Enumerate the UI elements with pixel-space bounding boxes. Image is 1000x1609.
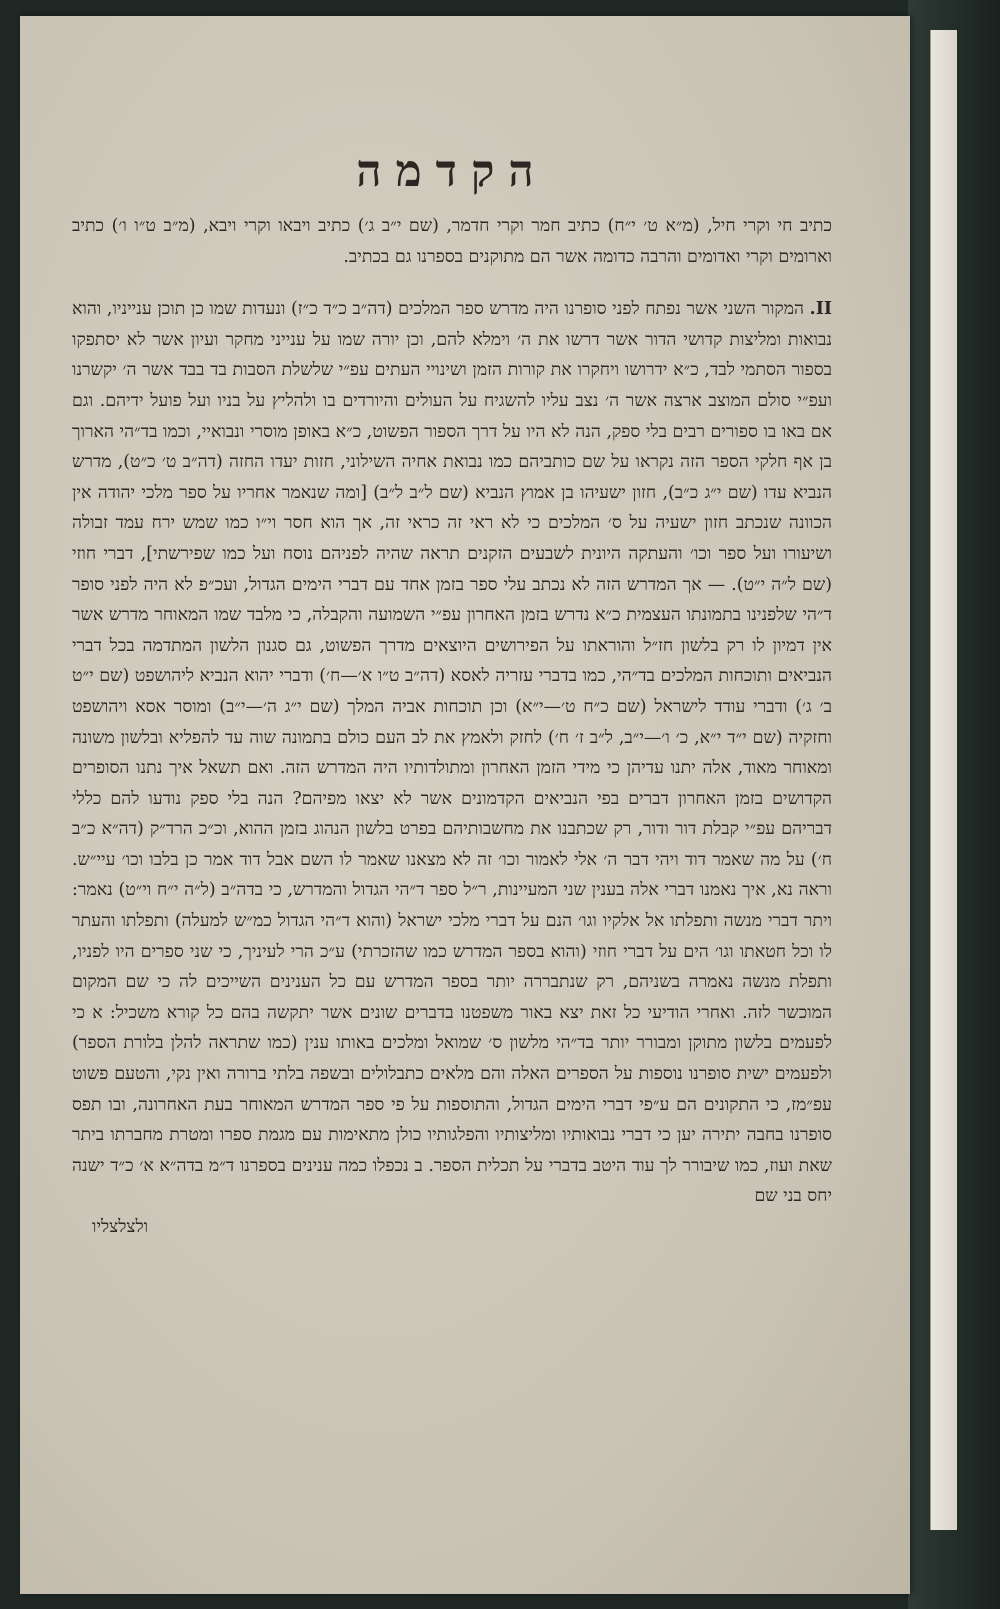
catchword: ולצלצליו	[92, 1217, 149, 1237]
section-text: המקור השני אשר נפתח לפני סופרנו היה מדרש ספר המלכים (דה״ב כ״ד כ״ז) ונעדות שמו כן תוכן ענייניו, והוא נבואות ומליצות קדושי הדור אשר דרשו את ה׳ וימלא להם, וכן יורה שמו על ענייני מחקר ועיון אשר לא יסתפקו בספור הסתמי לבד, כ״א ידרושו ויחקרו את קורות הזמן ושינויי העתים עפ״י שלשלת הסבות בד בבד אשר ה׳ יקשרנו ועפ״י סולם המוצב ארצה אשר ה׳ נצב עליו להשגיח על העולים והיורדים בו ולהליץ על בניו ועל פועל ידיהם. וגם אם באו בו ספורים רבים בלי ספק, הנה לא היו על דרך הספור הפשוט, כ״א באופן מוסרי ונבואיי, וכמו בד״הי הארוך בן אף חלקי הספר הזה נקראו על שם כותביהם כמו נבואת אחיה השילוני, חזות יעדו החזה (דה״ב ט׳ כ״ט), מדרש הנביא עדו (שם י״ג כ״ב), חזון ישעיהו בן אמוץ הנביא (שם ל״ב ל״ב) [ומה שנאמר אחריו על ספר מלכי יהודה אין הכוונה שנכתב חזון ישעיה על ס׳ המלכים כי לא ראי זה כראי זה, אך הוא חסר וי״ו כמו שמש ירח עמד זבולה ושיעורו ועל ספר וכו׳ והעתקה היונית לשבעים הזקנים תראה שהיה לפניהם נוסח ועל כמו שפירשתי], דברי חוזי (שם ל״ה י״ט). — אך המדרש הזה לא נכתב עלי ספר בזמן אחד עם דברי הימים הגדול, ועכ״פ לא היה לפני סופר ד״הי שלפנינו בתמונתו העצמית כ״א נדרש בזמן האחרון עפ״י השמועה והקבלה, כי מלבד שמו המאוחר מדרש אשר אין דמיון לו רק בלשון חז״ל והוראתו על הפירושים היוצאים מדרך הפשוט, גם סגנון הלשון המתדמה בכל דברי הנביאים ותוכחות המלכים בד״הי, כמו בדברי עזריה לאסא (דה״ב ט״ו א׳—ח׳) ודברי יהוא הנביא ליהושפט (שם י״ט ב׳ ג׳) ודברי עודד לישראל (שם כ״ח ט׳—י״א) וכן תוכחות אביה המלך (שם י״ג ה׳—י״ב) ומוסר אסא ויהושפט וחזקיה (שם י״ד י״א, כ׳ ו׳—י״ב, ל״ב ז׳ ח׳) לחזק ולאמץ את לב העם כולם בתמונה שוה עד להפליא ובלשון משונה ומאוחר מאוד, אלה יתנו עדיהן כי מידי הזמן האחרון ומתולדותיו היה המדרש הזה. ואם תשאל איך נתנו הסופרים הקדושים בזמן האחרון דברים בפי הנביאים הקדמונים אשר לא יצאו מפיהם? הנה בלי ספק נודעו להם כללי דבריהם עפ״י קבלת דור ודור, רק שכתבנו את מחשבותיהם בפרט בלשון הנהוג בזמן ההוא, וכ״כ הרד״ק (דה״א כ״ב ח׳) על מה שאמר דוד ויהי דבר ה׳ אלי לאמור וכו׳ זה לא מצאנו שאמר לו השם אבל דוד אמר כן בלבו וכו׳ עיי״ש. וראה נא, איך נאמנו דברי אלה בענין שני המעיינות, ר״ל ספר ד״הי הגדול והמדרש, כי בדה״ב (ל״ה י״ח וי״ט) נאמר: ויתר דברי מנשה ותפלתו אל אלקיו וגו׳ הנם על דברי מלכי ישראל (והוא ד״הי הגדול כמ״ש למעלה) ותפלתו והעתר לו וכל חטאתו וגו׳ הים על דברי חוזי (והוא בספר המדרש כמו שהזכרתי) ע״כ הרי לעיניך, כי שני ספרים היו לפניו, ותפלת מנשה נאמרה בשניהם, רק שנתבררה יותר בספר המדרש עם כל הענינים השייכים לה כי שם המקום המוכשר לזה. ואחרי הודיעי כל זאת יצא באור משפטנו בדברים שונים אשר יתקשה בהם כל קורא משכיל: א כי לפעמים בלשון מתוקן ומבורר יותר בד״הי מלשון ס׳ שמואל ומלכים באותו ענין (כמו שתראה להלן בלורת הספר) ולפעמים ישית סופרנו נוספות על הספרים האלה והם מלאים כתבלולים ובשפה בלתי ברורה ואין נקי, והטעם פשוט עפ״מז, כי התקונים הם ע״פי דברי הימים הגדול, והתוספות על פי ספר המדרש המאוחר בעת האחרונה, ובו תפס סופרנו בחבה יתירה יען כי דברי נבואותיו ומליצותיו והפלגותיו כולן מתאימות עם מגמת ספרו ומטרת מחברתו ביתר שאת ועוז, כמו שיבורר לך עוד היטב בדברי על תכלית הספר. ב נכפלו כמה ענינים בספרנו ד״מ בדה״א א׳ כ״ד ישנה יחס בני שם	[72, 299, 832, 1207]
intro-paragraph: כתיב חי וקרי חיל, (מ״א ט׳ י״ח) כתיב חמר וקרי חדמר, (שם י״ב ג׳) כתיב ויבאו וקרי ויבא, (מ״ב ט״ו ו׳) כתיב וארומים וקרי ואדומים והרבה כדומה אשר הם מתוקנים בספרנו גם בכתיב.	[72, 216, 832, 267]
section-number: II.	[809, 299, 832, 320]
section-paragraph	[72, 294, 832, 1212]
page	[20, 16, 910, 1594]
page-content	[72, 146, 832, 1237]
page-title: הקדמה	[356, 146, 548, 197]
page-edges	[930, 30, 957, 1530]
